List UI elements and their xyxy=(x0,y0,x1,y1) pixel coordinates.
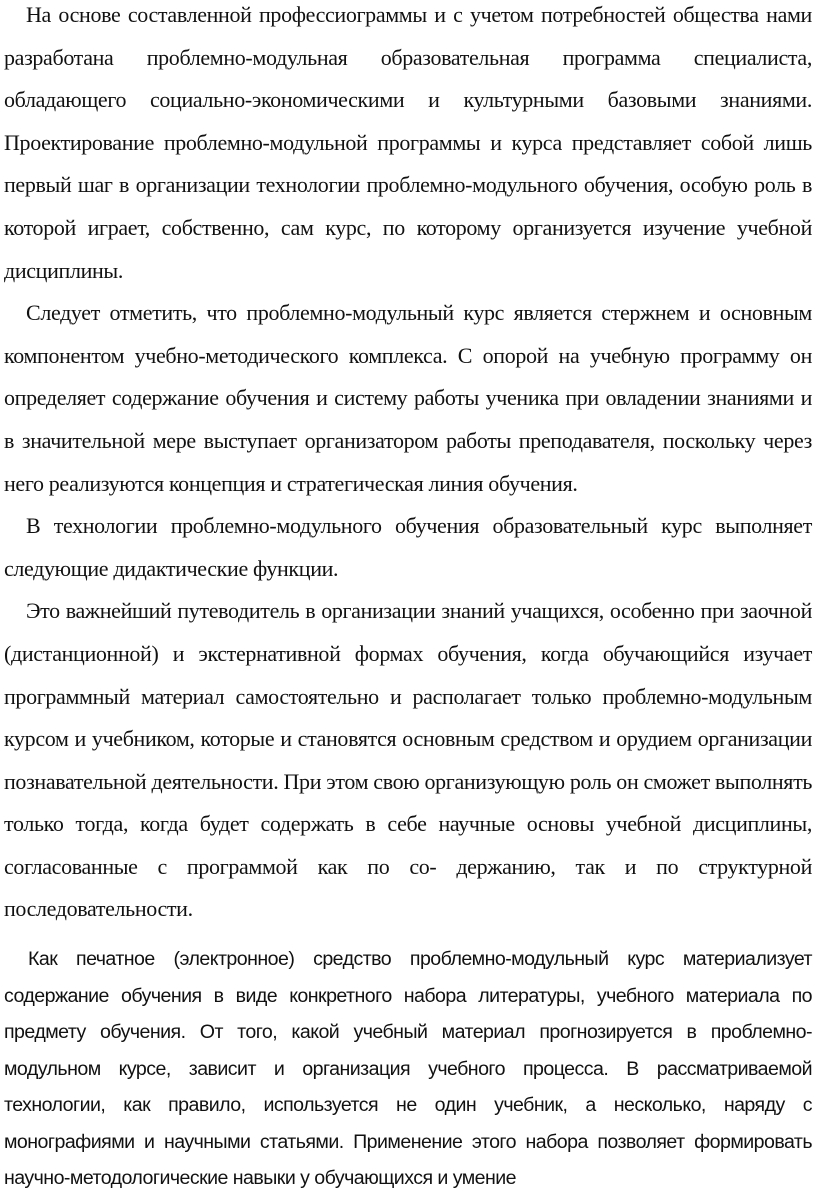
paragraph-professiogram: На основе составленной профессиограммы и с учетом потребностей общества нами разработана проблемно-модульная образовательная программа специалиста, обладающего социально-экономическими и культурными базовыми знаниями. Проектирование проблемно-модульной программы и курса представляет собой лишь первый шаг в организации технологии проблемно-модульного обучения, особую роль в которой играет, собственно, сам курс, по которому организуется изучение учебной дисциплины. xyxy=(4,2,812,283)
paragraph-course-core: Следует отметить, что проблемно-модульный курс является стержнем и основным компонентом учебно-методического комплекса. С опорой на учебную программу он определяет содержание обучения и систему работы ученика при овладении знаниями и в значительной мере выступает организатором работы преподавателя, поскольку через него реализуются концепция и стратегическая линия обучения. xyxy=(4,300,812,496)
paragraph-guide: Это важнейший путеводитель в организации знаний учащихся, особенно при заочной (дистанционной) и экстернативной формах обучения, когда обучающийся изучает программный материал самостоятельно и располагает только проблемно-модульным курсом и учебником, которые и становятся основным средством и орудием организации познавательной деятельности. При этом свою организующую роль он сможет выполнять только тогда, когда будет содержать в себе научные основы учебной дисциплины, согласованные с программой как по со- держанию, так и по структурной последовательности. xyxy=(4,598,813,922)
paragraph-printed-means: Как печатное (электронное) средство проблемно-модульный курс материализует содержание обучения в виде конкретного набора литературы, учебного материала по предмету обучения. От того, какой учебный материал прогнозируется в проблемно-модульном курсе, зависит и организация учебного процесса. В рассматриваемой технологии, как правило, используется не один учебник, а несколько, наряду с монографиями и научными статьями. Применение этого набора позволяет формировать научно-методологические навыки у обучающихся и умение xyxy=(4,948,812,1190)
paragraph-didactic-functions: В технологии проблемно-модульного обучения образовательный курс выполняет следующие дидактические функции. xyxy=(4,513,812,581)
